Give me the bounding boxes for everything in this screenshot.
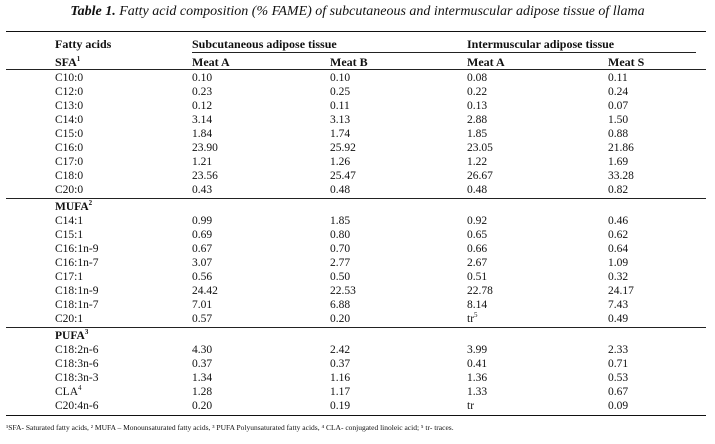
value-cell: 1.33 [467,386,488,398]
fatty-acid-name: C14:0 [55,114,84,126]
value-cell: 1.21 [192,156,213,168]
table-caption [0,4,715,20]
header-subcutaneous: Subcutaneous adipose tissue [192,37,337,51]
table-row [0,298,715,312]
value-cell: 1.50 [608,114,629,126]
header-intermuscular: Intermuscular adipose tissue [467,37,615,51]
value-cell: 1.85 [467,128,488,140]
value-cell: 0.12 [192,100,213,112]
value-cell: 1.69 [608,156,629,168]
value-cell: tr [467,400,475,412]
fatty-acid-name: C18:1n-7 [55,299,99,311]
value-cell: 21.86 [608,142,634,154]
value-cell: 1.34 [192,372,213,384]
fatty-acid-name: C12:0 [55,86,84,98]
value-cell: 2.67 [467,257,488,269]
value-cell: 0.19 [330,400,351,412]
header-fatty-acids: Fatty acids [55,37,112,51]
col-header-1: Meat A [192,55,230,69]
value-cell: 1.36 [467,372,488,384]
value-cell: 25.47 [330,170,356,182]
fatty-acid-name: C10:0 [55,72,84,84]
value-cell: 0.23 [192,86,213,98]
table-row [0,312,715,326]
value-cell: 0.11 [608,72,628,84]
group-header-row [0,329,715,343]
value-cell: 0.10 [330,72,351,84]
header-bottom-rule [6,69,706,70]
value-cell: 0.07 [608,100,629,112]
value-cell: 6.88 [330,299,351,311]
value-cell: 1.28 [192,386,213,398]
value-cell: 1.17 [330,386,351,398]
value-cell: 0.25 [330,86,351,98]
value-cell: 1.22 [467,156,488,168]
value-cell: 0.62 [608,229,629,241]
table-row [0,242,715,256]
value-cell: 24.42 [192,285,218,297]
table-row [0,214,715,228]
fatty-acid-name: C16:1n-9 [55,243,99,255]
value-cell: 0.56 [192,271,213,283]
table-row [0,357,715,371]
value-cell: 0.43 [192,184,213,196]
value-cell: 0.37 [330,358,351,370]
value-cell: 0.70 [330,243,351,255]
group-label: PUFA$^3$ [55,328,89,342]
table-row [0,270,715,284]
group-header-row [0,200,715,214]
value-cell: 22.53 [330,285,356,297]
group-label: MUFA$^2$ [55,199,93,213]
value-cell: 0.53 [608,372,629,384]
fatty-acid-name: C16:0 [55,142,84,154]
value-cell: 0.88 [608,128,629,140]
value-cell: 0.82 [608,184,629,196]
table-row [0,183,715,197]
value-cell: 0.10 [192,72,213,84]
value-cell: 26.67 [467,170,493,182]
value-cell: 0.50 [330,271,351,283]
fatty-acid-name: C14:1 [55,215,84,227]
value-cell: 0.69 [192,229,213,241]
value-cell: 23.05 [467,142,493,154]
value-cell: 0.67 [608,386,629,398]
value-cell: 0.09 [608,400,629,412]
value-cell: 1.74 [330,128,351,140]
value-cell: 0.20 [192,400,213,412]
value-cell: 0.32 [608,271,629,283]
value-cell: 4.30 [192,344,213,356]
value-cell: 1.09 [608,257,629,269]
table-row [0,399,715,413]
value-cell: 0.22 [467,86,488,98]
group-separator [6,327,706,328]
table-row [0,169,715,183]
value-cell: 0.64 [608,243,629,255]
value-cell: 1.84 [192,128,213,140]
top-rule [6,31,706,32]
fatty-acid-name: C16:1n-7 [55,257,99,269]
table-row [0,284,715,298]
value-cell: 0.41 [467,358,488,370]
table-row [0,141,715,155]
value-cell: 0.20 [330,313,351,325]
table-row [0,85,715,99]
table-row [0,256,715,270]
value-cell: 3.99 [467,344,488,356]
fatty-acid-name: C18:3n-6 [55,358,99,370]
fatty-acid-name: C18:2n-6 [55,344,99,356]
value-cell: 0.48 [330,184,351,196]
fatty-acid-name: C20:0 [55,184,84,196]
table-row [0,113,715,127]
value-cell: 0.80 [330,229,351,241]
value-cell: 0.24 [608,86,629,98]
col-header-3: Meat A [467,55,505,69]
value-cell: 1.26 [330,156,351,168]
table-row [0,228,715,242]
value-cell: 3.07 [192,257,213,269]
fatty-acid-name: CLA$^4$ [55,384,82,398]
value-cell: $tr^5$ [467,311,478,325]
value-cell: 7.01 [192,299,213,311]
value-cell: 0.49 [608,313,629,325]
fatty-acid-name: C20:1 [55,313,84,325]
table-row [0,155,715,169]
value-cell: 3.14 [192,114,213,126]
table-row [0,385,715,399]
footnote: ¹SFA- Saturated fatty acids, ² MUFA – Monounsaturated fatty acids, ³ PUFA Polyunsaturated fatty acids, ⁴ CLA- conjugated linoleic acid; ⁵ tr- traces. [6,423,454,432]
fatty-acid-name: C13:0 [55,100,84,112]
fatty-acid-name: C15:0 [55,128,84,140]
bottom-rule [6,415,706,416]
value-cell: 0.71 [608,358,629,370]
fatty-acid-name: C20:4n-6 [55,400,99,412]
table-row [0,127,715,141]
group-separator [6,198,706,199]
header-subrule [192,52,696,53]
value-cell: 0.11 [330,100,350,112]
value-cell: 23.90 [192,142,218,154]
value-cell: 0.67 [192,243,213,255]
value-cell: 0.57 [192,313,213,325]
col-header-2: Meat B [330,55,368,69]
value-cell: 0.37 [192,358,213,370]
value-cell: 0.66 [467,243,488,255]
value-cell: 24.17 [608,285,634,297]
col-header-4: Meat S [608,55,645,69]
fatty-acid-name: C18:1n-9 [55,285,99,297]
fatty-acid-name: C17:0 [55,156,84,168]
table-row [0,371,715,385]
table-number: Table 1. [70,4,116,19]
table-row [0,71,715,85]
value-cell: 7.43 [608,299,629,311]
fatty-acid-name: C15:1 [55,229,84,241]
value-cell: 22.78 [467,285,493,297]
table-row [0,343,715,357]
value-cell: 8.14 [467,299,488,311]
value-cell: 2.77 [330,257,351,269]
value-cell: 2.88 [467,114,488,126]
value-cell: 0.99 [192,215,213,227]
value-cell: 0.92 [467,215,488,227]
group-label-sfa: SFA$^1$ [55,55,81,69]
table-title: Fatty acid composition (% FAME) of subcutaneous and intermuscular adipose tissue of llama [115,4,645,19]
value-cell: 3.13 [330,114,351,126]
value-cell: 2.42 [330,344,351,356]
value-cell: 1.85 [330,215,351,227]
value-cell: 33.28 [608,170,634,182]
fatty-acid-name: C18:3n-3 [55,372,99,384]
value-cell: 0.46 [608,215,629,227]
value-cell: 0.65 [467,229,488,241]
value-cell: 1.16 [330,372,351,384]
value-cell: 0.08 [467,72,488,84]
value-cell: 23.56 [192,170,218,182]
fatty-acid-name: C17:1 [55,271,84,283]
value-cell: 0.51 [467,271,488,283]
value-cell: 2.33 [608,344,629,356]
fatty-acid-name: C18:0 [55,170,84,182]
table-row [0,99,715,113]
value-cell: 0.48 [467,184,488,196]
value-cell: 25.92 [330,142,356,154]
value-cell: 0.13 [467,100,488,112]
